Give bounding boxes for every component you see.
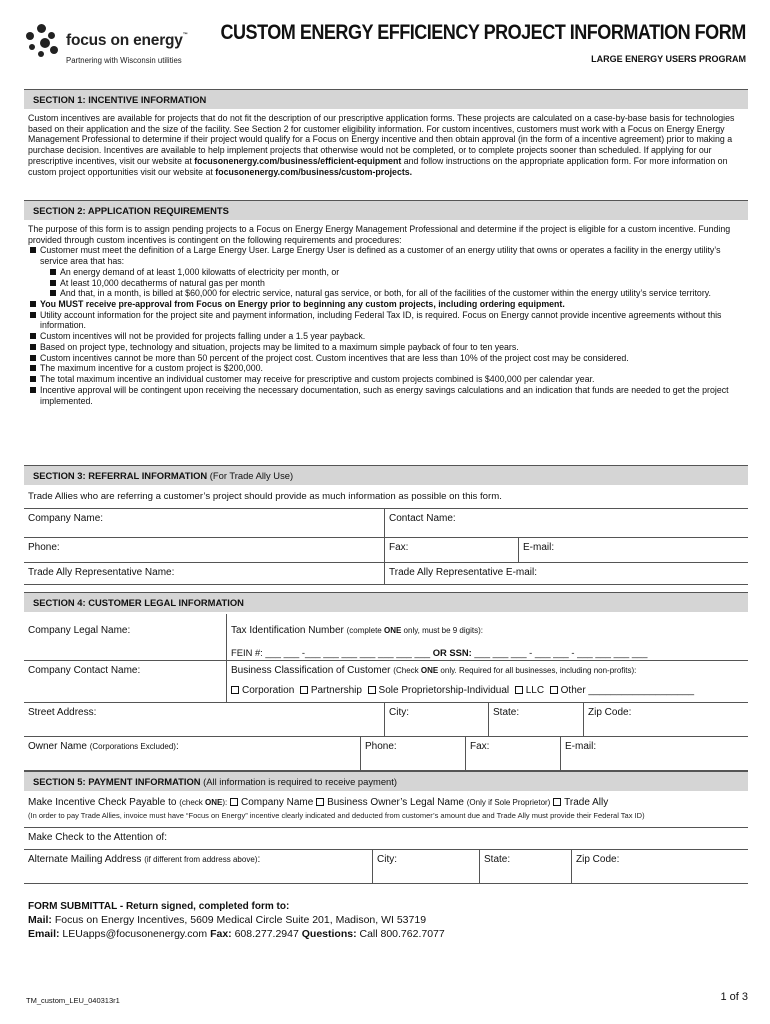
alt-city-field[interactable]: City: <box>372 850 479 883</box>
efficient-equipment-link[interactable]: focusonenergy.com/business/efficient-equipment <box>194 155 402 166</box>
city-field[interactable]: City: <box>384 703 488 736</box>
business-classification: Business Classification of Customer (Check ONE only. Required for all businesses, including non-profits): Corporation Partnership Sole Proprietorship-Individual LLC Other ___________________ <box>226 661 748 702</box>
owner-fax-field[interactable]: Fax: <box>465 737 560 770</box>
section3-heading: SECTION 3: REFERRAL INFORMATION (For Trade Ally Use) <box>24 465 748 485</box>
section2-intro: The purpose of this form is to assign pending projects to a Focus on Energy Energy Management Professional and determine if the project is eligible for a custom incentive. Funding provided through custom incentives is contingent on the following requirements and procedures: <box>28 224 731 245</box>
submittal-mail: Mail: Focus on Energy Incentives, 5609 Medical Circle Suite 201, Madison, WI 53719 <box>28 914 427 926</box>
section1-heading: SECTION 1: INCENTIVE INFORMATION <box>24 89 748 109</box>
rep-email-field[interactable]: Trade Ally Representative E-mail: <box>384 563 748 584</box>
page-number: 1 of 3 <box>720 991 748 1003</box>
submittal-contact: Email: LEUapps@focusonenergy.com Fax: 608.277.2947 Questions: Call 800.762.7077 <box>28 928 445 940</box>
custom-projects-link[interactable]: focusonenergy.com/business/custom-projects. <box>215 166 413 177</box>
section5-heading: SECTION 5: PAYMENT INFORMATION (All information is required to receive payment) <box>24 771 748 791</box>
referral-email-field[interactable]: E-mail: <box>518 538 748 562</box>
section2-heading: SECTION 2: APPLICATION REQUIREMENTS <box>24 200 748 220</box>
trade-ally-note: (In order to pay Trade Allies, invoice must have “Focus on Energy” incentive clearly indicated and deducted from customer’s amount due and Trade Ally must provide their Federal Tax ID) <box>28 811 645 821</box>
llc-checkbox[interactable]: LLC <box>515 685 544 696</box>
corporation-checkbox[interactable]: Corporation <box>231 685 294 696</box>
contact-name-field[interactable]: Company Contact Name: <box>28 665 141 676</box>
alt-address-field[interactable]: Alternate Mailing Address (if different from address above): <box>28 854 261 865</box>
legal-name-field[interactable]: Company Legal Name: <box>28 625 131 636</box>
table-row <box>24 538 748 563</box>
table-row <box>24 614 748 661</box>
table-row <box>24 793 748 828</box>
table-row <box>24 850 748 884</box>
sole-proprietorship-checkbox[interactable]: Sole Proprietorship-Individual <box>368 685 510 696</box>
tax-id-field[interactable]: Tax Identification Number (complete ONE only, must be 9 digits): FEIN #: ___ ___ -___ ___ ___ ___ ___ ___ ___ OR SSN: ___ ___ ___ - ___ ___ - ___ ___ ___ ___ <box>226 614 748 660</box>
owner-legal-name-checkbox[interactable]: Business Owner’s Legal Name (Only if Sole Proprietor) <box>316 797 550 808</box>
brand-name: focus on energy™ <box>66 32 188 49</box>
alt-zip-field[interactable]: Zip Code: <box>571 850 748 883</box>
rep-name-field[interactable]: Trade Ally Representative Name: <box>28 567 175 578</box>
table-row <box>24 737 748 771</box>
list-item: An energy demand of at least 1,000 kilowatts of electricity per month, or <box>48 267 744 278</box>
table-row <box>24 509 748 538</box>
list-item: Utility account information for the project site and payment information, including Federal Tax ID, is required. Focus on Energy cannot provide incentive agreements without this information. <box>28 310 744 331</box>
section2-body <box>28 224 744 406</box>
fein-field[interactable]: FEIN #: ___ ___ -___ ___ ___ ___ ___ ___ ___ <box>231 647 431 659</box>
company-name-checkbox[interactable]: Company Name <box>230 797 313 808</box>
referral-intro: Trade Allies who are referring a customer’s project should provide as much information as possible on this form. <box>28 491 502 502</box>
focus-on-energy-logo-icon <box>26 24 60 58</box>
table-row <box>24 487 748 509</box>
attention-field[interactable]: Make Check to the Attention of: <box>28 832 167 843</box>
referral-fax-field[interactable]: Fax: <box>384 538 518 562</box>
list-item: The maximum incentive for a custom project is $200,000. <box>28 363 744 374</box>
company-name-field[interactable]: Company Name: <box>28 513 104 524</box>
list-item: At least 10,000 decatherms of natural gas per month <box>48 278 744 289</box>
brand-tagline: Partnering with Wisconsin utilities <box>66 56 182 65</box>
table-row <box>24 661 748 703</box>
section4-heading: SECTION 4: CUSTOMER LEGAL INFORMATION <box>24 592 748 612</box>
state-field[interactable]: State: <box>488 703 583 736</box>
street-address-field[interactable]: Street Address: <box>28 707 97 718</box>
document-id: TM_custom_LEU_040313r1 <box>26 996 120 1005</box>
list-item: The total maximum incentive an individual customer may receive for prescriptive and custom projects combined is $400,000 per calendar year. <box>28 374 744 385</box>
owner-phone-field[interactable]: Phone: <box>360 737 465 770</box>
list-item: Custom incentives will not be provided for projects falling under a 1.5 year payback. <box>28 331 744 342</box>
owner-email-field[interactable]: E-mail: <box>560 737 748 770</box>
requirements-list <box>28 245 744 406</box>
zip-field[interactable]: Zip Code: <box>583 703 748 736</box>
list-item: Customer must meet the definition of a Large Energy User. Large Energy User is defined as a customer of an energy utility that owns or operates a facility in the energy utility’s service area that has: <box>28 245 744 266</box>
other-checkbox[interactable]: Other ___________________ <box>550 685 694 696</box>
list-item: Based on project type, technology and situation, projects may be limited to a maximum simple payback of four to ten years. <box>28 342 744 353</box>
ssn-field[interactable]: ___ ___ ___ - ___ ___ - ___ ___ ___ ___ <box>474 647 648 659</box>
referral-phone-field[interactable]: Phone: <box>28 542 60 553</box>
submittal-email-link[interactable]: LEUapps@focusonenergy.com <box>59 928 211 940</box>
payable-to: Make Incentive Check Payable to (check ONE): Company Name Business Owner’s Legal Name (Only if Sole Proprietor) Trade Ally (In order to pay Trade Allies, invoice must have “Focus on Energy” incentive clearly indicated and deducted from customer’s amount due and Trade Ally must provide their Federal Tax ID) <box>24 793 748 827</box>
owner-name-field[interactable]: Owner Name (Corporations Excluded): <box>28 741 179 752</box>
table-row <box>24 703 748 737</box>
program-subtitle: LARGE ENERGY USERS PROGRAM <box>591 54 746 64</box>
alt-state-field[interactable]: State: <box>479 850 571 883</box>
list-item: You MUST receive pre-approval from Focus on Energy prior to beginning any custom projects, including ordering equipment. <box>28 299 744 310</box>
contact-name-field[interactable]: Contact Name: <box>384 509 748 537</box>
list-item: And that, in a month, is billed at $60,000 for electric service, natural gas service, or both, for all of the facilities of the customer within the energy utility’s service territory. <box>48 288 744 299</box>
form-title: CUSTOM ENERGY EFFICIENCY PROJECT INFORMATION FORM <box>220 21 746 44</box>
table-row <box>24 828 748 850</box>
list-item: Incentive approval will be contingent upon receiving the necessary documentation, such as energy savings calculations and an indication that funds are needed to get the project implemented. <box>28 385 744 406</box>
section1-text: Custom incentives are available for projects that do not fit the description of our prescriptive application forms. These projects are calculated on a case-by-base basis for technologies based on their application and the size of the facility. See Section 2 for customer eligibility information. For custom incentives, customers must work with a Focus on Energy Energy Management Professional to determine if their project would qualify for a Focus on Energy incentive and then obtain approval (in the form of a incentive agreement) prior to making a purchase decision. Incentives are available to help implement projects that otherwise would not be completed, or to complete projects sooner than scheduled. If applying for our prescriptive incentives, visit our website at focusonenergy.com/business/efficient-equipment and follow instructions on the appropriate application form. For more information on custom project opportunities visit our website at focusonenergy.com/business/custom-projects. <box>28 113 735 177</box>
table-row <box>24 563 748 585</box>
trade-ally-checkbox[interactable]: Trade Ally <box>553 797 608 808</box>
partnership-checkbox[interactable]: Partnership <box>300 685 362 696</box>
list-item: Custom incentives cannot be more than 50 percent of the project cost. Custom incentives that are less than 10% of the project cost may be considered. <box>28 353 744 364</box>
submittal-heading: FORM SUBMITTAL - Return signed, completed form to: <box>28 901 290 912</box>
